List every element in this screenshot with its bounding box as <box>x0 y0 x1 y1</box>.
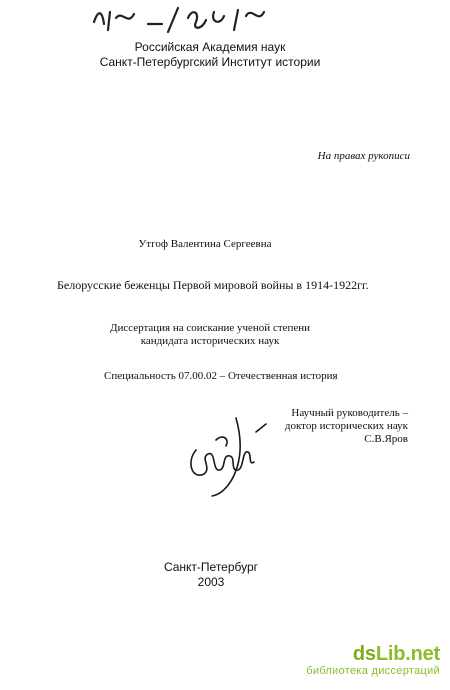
author-name: Утгоф Валентина Сергеевна <box>138 238 272 250</box>
dslib-tagline: библиотека диссертаций <box>306 665 440 677</box>
supervisor-name: С.В.Яров <box>364 433 408 445</box>
degree-line-1: Диссертация на соискание ученой степени <box>109 322 311 334</box>
supervisor-block <box>285 407 408 446</box>
logo-rest: Lib.net <box>375 643 440 665</box>
supervisor-role: Научный руководитель – <box>291 407 408 419</box>
dissertation-title: Белорусские беженцы Первой мировой войны в 1914-1922гг. <box>57 278 369 292</box>
logo-prefix: ds <box>352 643 376 665</box>
dslib-watermark <box>306 643 440 678</box>
academy-name: Российская Академия наук <box>134 40 286 54</box>
degree-line-2: кандидата исторических наук <box>140 335 280 347</box>
city-year-block <box>0 560 422 590</box>
institute-name: Санкт-Петербургский Институт истории <box>99 55 321 69</box>
manuscript-rights-note: На правах рукописи <box>317 150 410 162</box>
institution-header <box>0 40 420 70</box>
supervisor-degree: доктор исторических наук <box>284 420 408 432</box>
specialty-line: Специальность 07.00.02 – Отечественная история <box>104 370 338 382</box>
handwritten-stamp-mark <box>88 4 328 34</box>
city: Санкт-Петербург <box>163 560 259 574</box>
author-signature <box>182 410 272 500</box>
degree-statement <box>0 322 420 348</box>
year: 2003 <box>197 575 225 589</box>
dslib-logo <box>306 643 440 665</box>
